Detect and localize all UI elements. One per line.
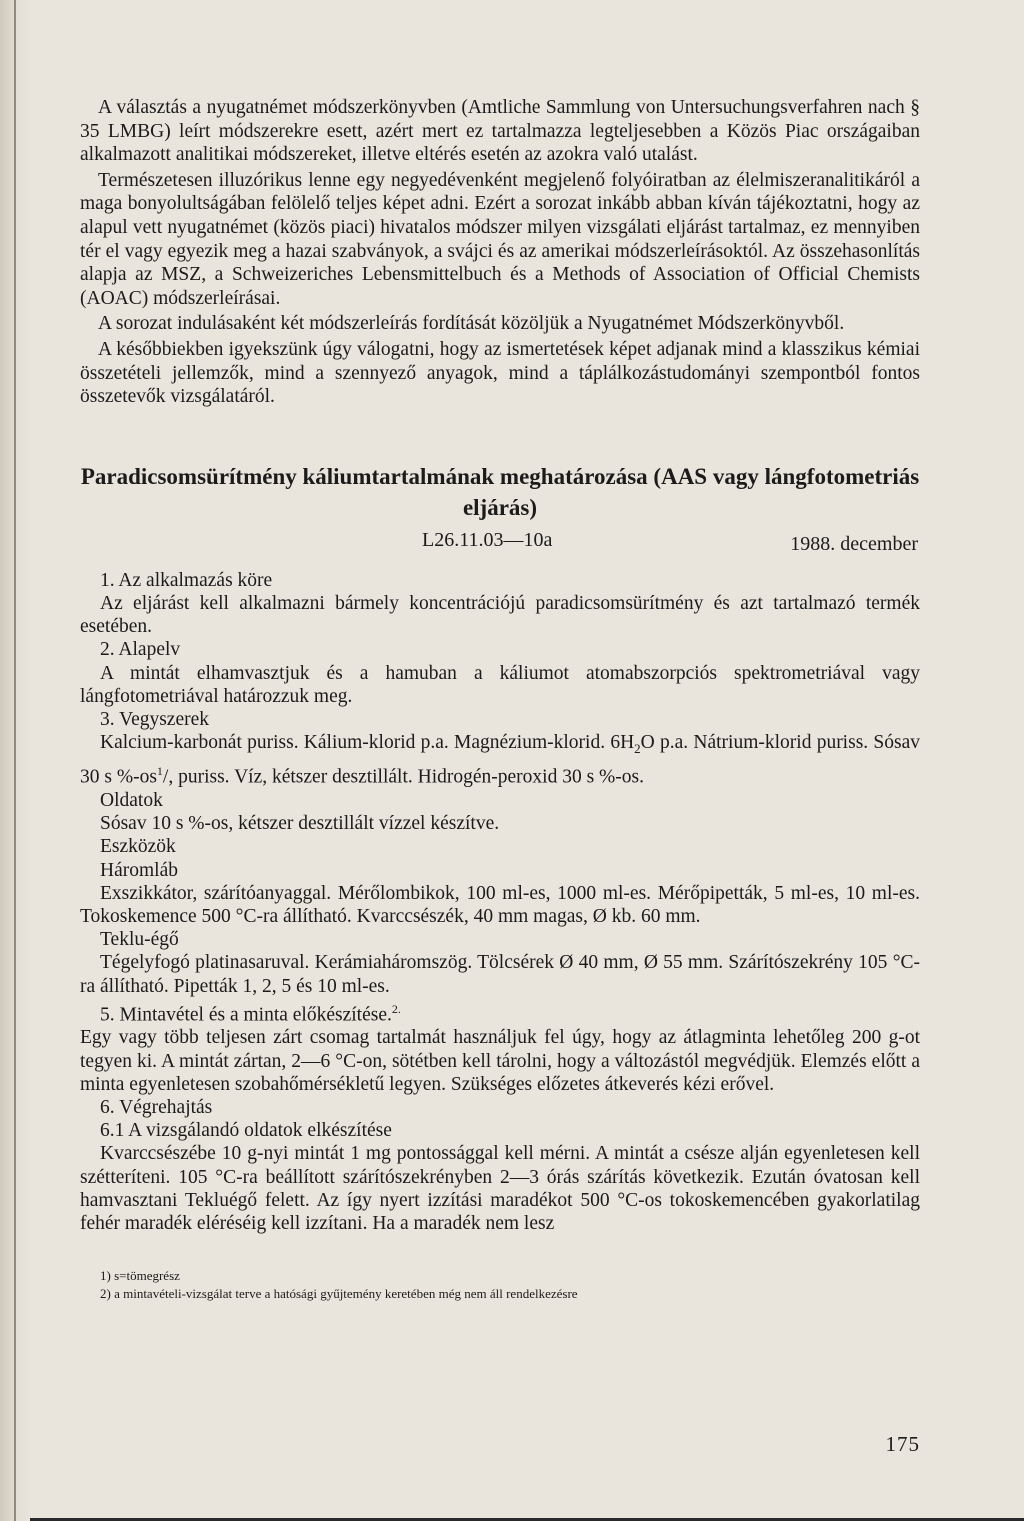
footnotes	[80, 1267, 920, 1303]
equipment-heading: Eszközök	[100, 836, 176, 858]
article-meta	[80, 529, 920, 565]
page-number: 175	[885, 1432, 920, 1456]
section-1-text: Az eljárást kell alkalmazni bármely koncentrációjú paradicsomsürítmény és azt tartalmazó termék esetében.	[80, 592, 920, 638]
section-6-1-text: Kvarccsészébe 10 g-nyi mintát 1 mg pontossággal kell mérni. A mintát a csésze alján egyenletesen kell szétteríteni. 105 °C-ra beállított szárítószekrényben 2—3 órás szárítás következik. Ezután óvatosan kell hamvasztani Tekluégő felett. Az így nyert izzítási maradékot 500 °C-os tokoskemencében gyakorlatilag fehér maradék eléréséig kell izzítani. Ha a maradék nem lesz	[80, 1143, 920, 1235]
footnote-2: 2) a mintavételi-vizsgálat terve a hatósági gyűjtemény keretében még nem áll rendelkezésre	[100, 1286, 578, 1302]
intro-paragraph-2: Természetesen illuzórikus lenne egy negyedévenként megjelenő folyóiratban az élelmiszeranalitikáról a maga bonyolultságában felölelő teljes képet adni. Ezért a sorozat inkább abban kíván tájékoztatni, hogy az alapul vett nyugatnémet (közös piaci) hivatalos módszer milyen vizsgálati eljárást tartalmaz, ez mennyiben tér el vagy egyezik meg a hazai szabványok, a svájci és az amerikai módszerleírásoktól. Az összehasonlítás alapja az MSZ, a Schweizeriches Lebensmittelbuch és a Methods of Association of Official Chemists (AOAC) módszerleírásai.	[80, 169, 920, 309]
section-5-text: Egy vagy több teljesen zárt csomag tartalmát használjuk fel úgy, hogy az átlagminta lehetőleg 200 g-ot tegyen ki. A mintát zártan, 2—6 °C-on, sötétben kell tárolni, hogy a változástól megvédjük. Elemzés előtt a minta egyenletesen szobahőmérsékletű legyen. Szükséges előzetes átkeverés kézi erővel.	[80, 1027, 920, 1095]
intro-section	[80, 96, 920, 409]
equipment-text-2: Tégelyfogó platinasaruval. Kerámiaháromszög. Tölcsérek Ø 40 mm, Ø 55 mm. Szárítószekrény 105 °C-ra állítható. Pipetták 1, 2, 5 és 10 ml-es.	[80, 952, 920, 997]
section-2-text: A mintát elhamvasztjuk és a hamuban a káliumot atomabszorpciós spektrometriával vagy lángfotometriával határozzuk meg.	[80, 662, 920, 707]
teklu-burner-item: Teklu-égő	[100, 929, 179, 951]
document-page	[80, 96, 920, 1303]
section-3-text	[80, 731, 920, 789]
method-date: 1988. december	[790, 532, 918, 555]
section-3-heading: 3. Vegyszerek	[100, 708, 210, 730]
intro-paragraph-1: A választás a nyugatnémet módszerkönyvben (Amtliche Sammlung von Untersuchungsverfahren nach § 35 LMBG) leírt módszerekre esett, azért mert ez tartalmazza legteljesebben a Közös Piac országaiban alkalmazott analitikai módszereket, illetve eltérés esetén az azokra való utalást.	[80, 97, 920, 166]
reagents-text-b: O p.a. Nátrium-klorid puriss. Sósav 30 s %-os	[80, 732, 920, 788]
article-body	[80, 569, 920, 1236]
equipment-text-1: Exszikkátor, szárítóanyaggal. Mérőlombikok, 100 ml-es, 1000 ml-es. Mérőpipetták, 5 ml-es, 10 ml-es. Tokoskemence 500 °C-ra állítható. Kvarccsészék, 40 mm magas, Ø kb. 60 mm.	[80, 882, 920, 927]
method-code: L26.11.03—10a	[422, 528, 553, 551]
footnote-1: 1) s=tömegrész	[100, 1268, 180, 1284]
section-6-1-heading: 6.1 A vizsgálandó oldatok elkészítése	[100, 1120, 392, 1142]
article-title: Paradicsomsürítmény káliumtartalmának meghatározása (AAS vagy lángfotometriás eljárás)	[80, 463, 920, 520]
subscript-2: 2	[634, 741, 641, 757]
solutions-text: Sósav 10 s %-os, kétszer desztillált vízzel készítve.	[100, 813, 500, 835]
section-6-heading: 6. Végrehajtás	[100, 1097, 213, 1119]
section-5-title: 5. Mintavétel és a minta előkészítése.	[100, 1004, 392, 1026]
reagents-text-c: /, puriss. Víz, kétszer desztillált. Hidrogén-peroxid 30 s %-os.	[162, 766, 645, 788]
gutter-line	[14, 0, 16, 1521]
tripod-item: Háromláb	[100, 859, 178, 881]
section-5-heading	[80, 998, 920, 1027]
intro-paragraph-3: A sorozat indulásaként két módszerleírás fordítását közöljük a Nyugatnémet Módszerkönyvből.	[98, 313, 845, 335]
intro-paragraph-4: A későbbiekben igyekszünk úgy válogatni, hogy az ismertetések képet adjanak mind a klasszikus kémiai összetételi jellemzők, mind a szennyező anyagok, mind a táplálkozástudományi szempontból fontos összetevők vizsgálatáról.	[80, 338, 920, 408]
section-2-heading: 2. Alapelv	[100, 639, 181, 661]
footnote-ref-2: 2.	[391, 1001, 401, 1016]
section-1-heading: 1. Az alkalmazás köre	[100, 569, 273, 591]
footnote-ref-1: 1	[156, 764, 163, 779]
reagents-text-a: Kalcium-karbonát puriss. Kálium-klorid p.a. Magnézium-klorid. 6H	[100, 732, 635, 754]
solutions-heading: Oldatok	[100, 789, 163, 811]
